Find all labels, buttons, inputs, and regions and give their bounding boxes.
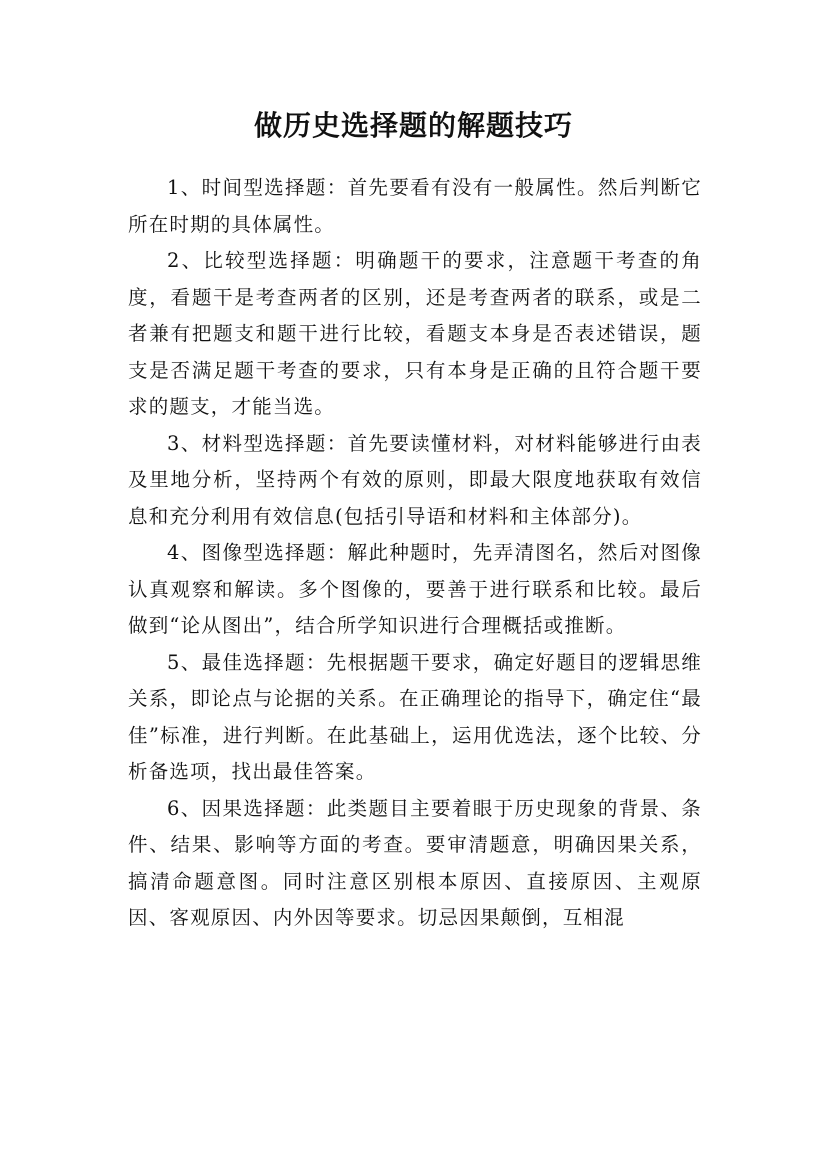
paragraph-cause-effect-type: 6、因果选择题：此类题目主要着眼于历史现象的背景、条件、结果、影响等方面的考查。要审清题意，明确因果关系，搞清命题意图。同时注意区别根本原因、直接原因、主观原因、客观原因、内外因等要求。切忌因果颠倒，互相混 [128, 796, 702, 929]
paragraph-time-type: 1、时间型选择题：首先要看有没有一般属性。然后判断它所在时期的具体属性。 [128, 176, 702, 236]
document-title: 做历史选择题的解题技巧 [253, 109, 573, 142]
paragraph-comparison-type: 2、比较型选择题：明确题干的要求，注意题干考查的角度，看题干是考查两者的区别，还是考查两者的联系，或是二者兼有把题支和题干进行比较，看题支本身是否表述错误，题支是否满足题干考查的要求，只有本身是正确的且符合题干要求的题支，才能当选。 [128, 249, 702, 418]
document-body [128, 170, 702, 937]
paragraph-best-choice-type: 5、最佳选择题：先根据题干要求，确定好题目的逻辑思维关系，即论点与论据的关系。在正确理论的指导下，确定住“最佳”标准，进行判断。在此基础上，运用优选法，逐个比较、分析备选项，找出最佳答案。 [128, 650, 702, 783]
paragraph-image-type: 4、图像型选择题：解此种题时，先弄清图名，然后对图像认真观察和解读。多个图像的，要善于进行联系和比较。最后做到“论从图出”，结合所学知识进行合理概括或推断。 [128, 541, 702, 637]
paragraph-material-type: 3、材料型选择题：首先要读懂材料，对材料能够进行由表及里地分析，坚持两个有效的原则，即最大限度地获取有效信息和充分利用有效信息(包括引导语和材料和主体部分)。 [128, 431, 702, 528]
